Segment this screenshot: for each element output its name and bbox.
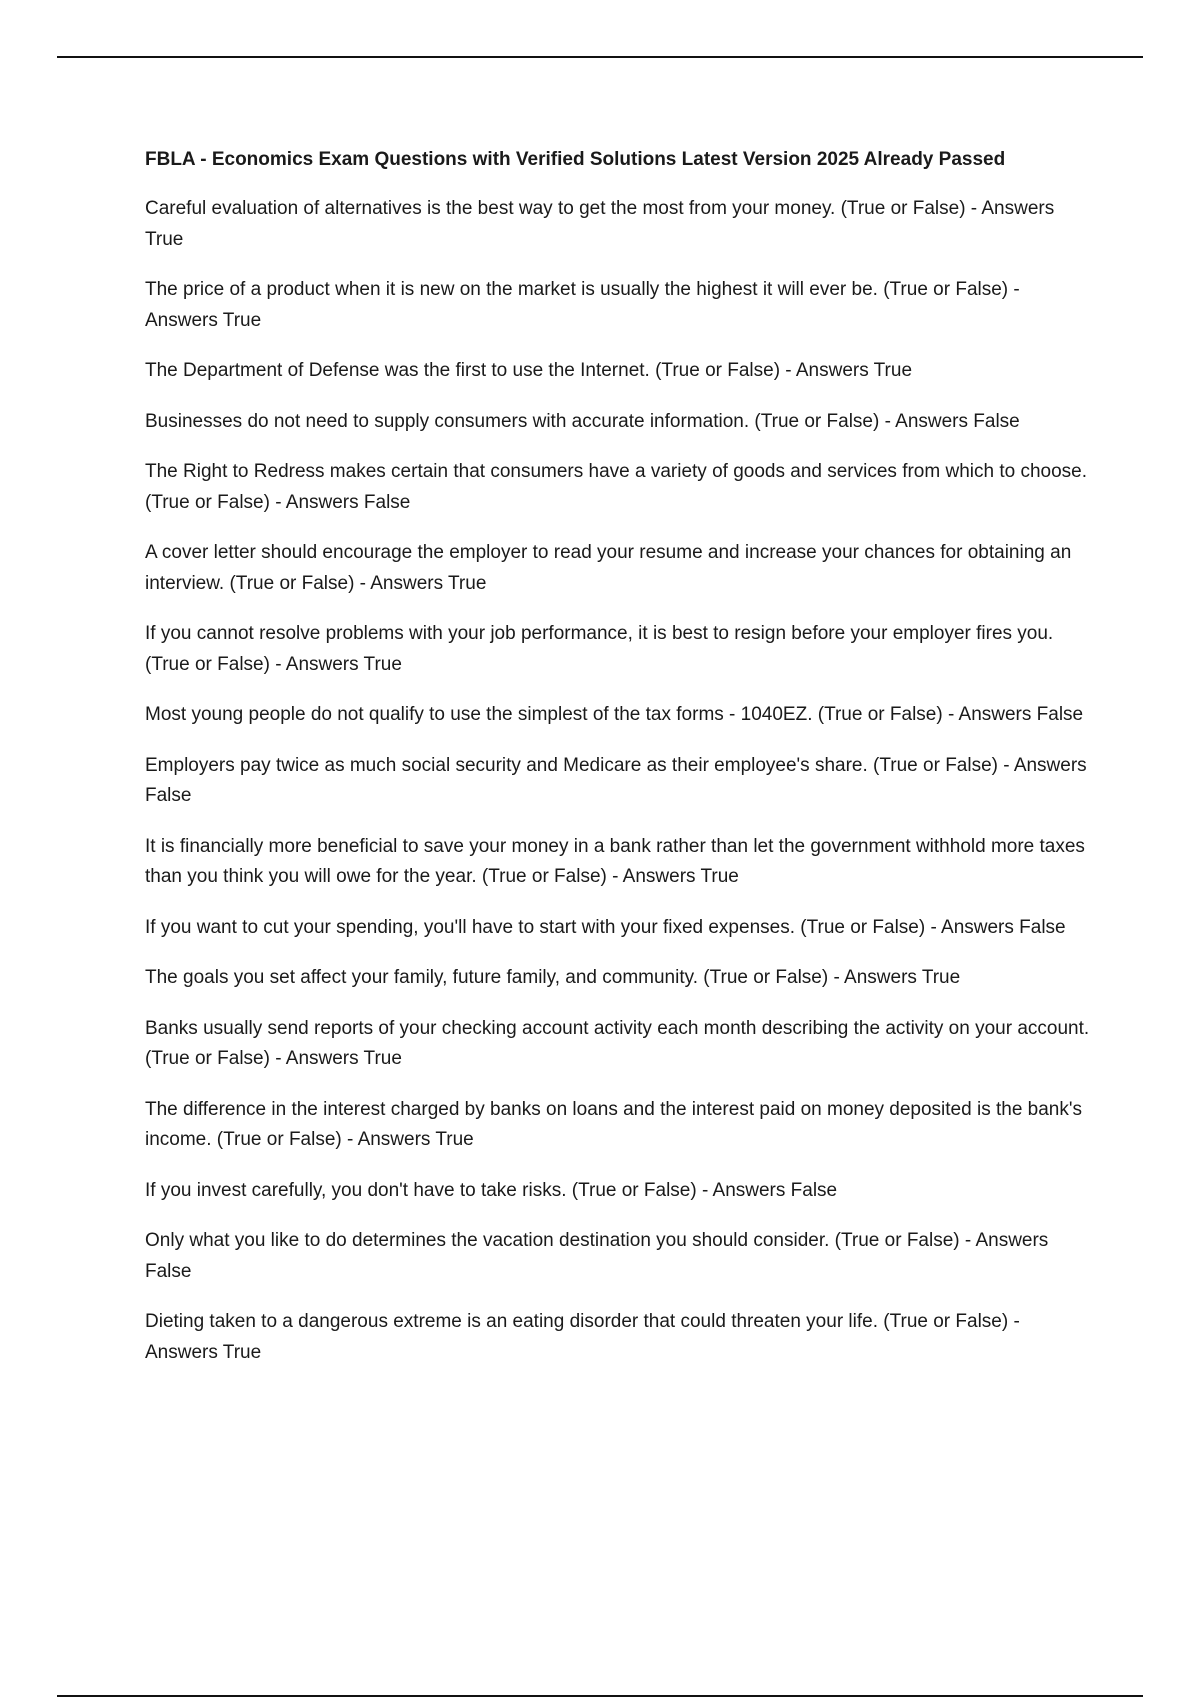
qa-item: Careful evaluation of alternatives is the best way to get the most from your money. (True or False) - Answers True bbox=[145, 198, 1055, 250]
qa-item: Most young people do not qualify to use the simplest of the tax forms - 1040EZ. (True or False) - Answers False bbox=[145, 704, 1084, 725]
footer-rule bbox=[57, 1695, 1143, 1697]
document-title: FBLA - Economics Exam Questions with Verified Solutions Latest Version 2025 Already Passed bbox=[145, 149, 1006, 170]
qa-item: Dieting taken to a dangerous extreme is an eating disorder that could threaten your life. (True or False) - Answers True bbox=[145, 1311, 1020, 1363]
qa-item: If you cannot resolve problems with your job performance, it is best to resign before your employer fires you. (True or False) - Answers True bbox=[145, 623, 1054, 675]
qa-item: A cover letter should encourage the employer to read your resume and increase your chances for obtaining an interview. (True or False) - Answers True bbox=[145, 542, 1072, 594]
qa-item: The Department of Defense was the first to use the Internet. (True or False) - Answers True bbox=[145, 360, 913, 381]
qa-item: Banks usually send reports of your checking account activity each month describing the activity on your account. (True or False) - Answers True bbox=[145, 1017, 1090, 1069]
qa-item: If you invest carefully, you don't have to take risks. (True or False) - Answers False bbox=[145, 1179, 838, 1201]
qa-item: Businesses do not need to supply consumers with accurate information. (True or False) - Answers False bbox=[145, 410, 1020, 432]
qa-item: Only what you like to do determines the vacation destination you should consider. (True or False) - Answers False bbox=[145, 1230, 1049, 1282]
qa-item: The goals you set affect your family, future family, and community. (True or False) - Answers True bbox=[145, 967, 961, 988]
qa-item: The price of a product when it is new on the market is usually the highest it will ever be. (True or False) - Answers True bbox=[145, 279, 1020, 331]
header-rule bbox=[57, 56, 1143, 58]
qa-item: The Right to Redress makes certain that consumers have a variety of goods and services from which to choose. (True or False) - Answers False bbox=[145, 461, 1088, 513]
qa-item: It is financially more beneficial to save your money in a bank rather than let the government withhold more taxes than you think you will owe for the year. (True or False) - Answers True bbox=[145, 835, 1085, 887]
qa-list bbox=[145, 194, 1090, 1368]
qa-item: If you want to cut your spending, you'll have to start with your fixed expenses. (True or False) - Answers False bbox=[145, 916, 1066, 938]
document-body bbox=[145, 145, 1090, 1388]
qa-item: Employers pay twice as much social security and Medicare as their employee's share. (True or False) - Answers False bbox=[145, 754, 1087, 806]
qa-item: The difference in the interest charged by banks on loans and the interest paid on money deposited is the bank's income. (True or False) - Answers True bbox=[145, 1098, 1082, 1150]
